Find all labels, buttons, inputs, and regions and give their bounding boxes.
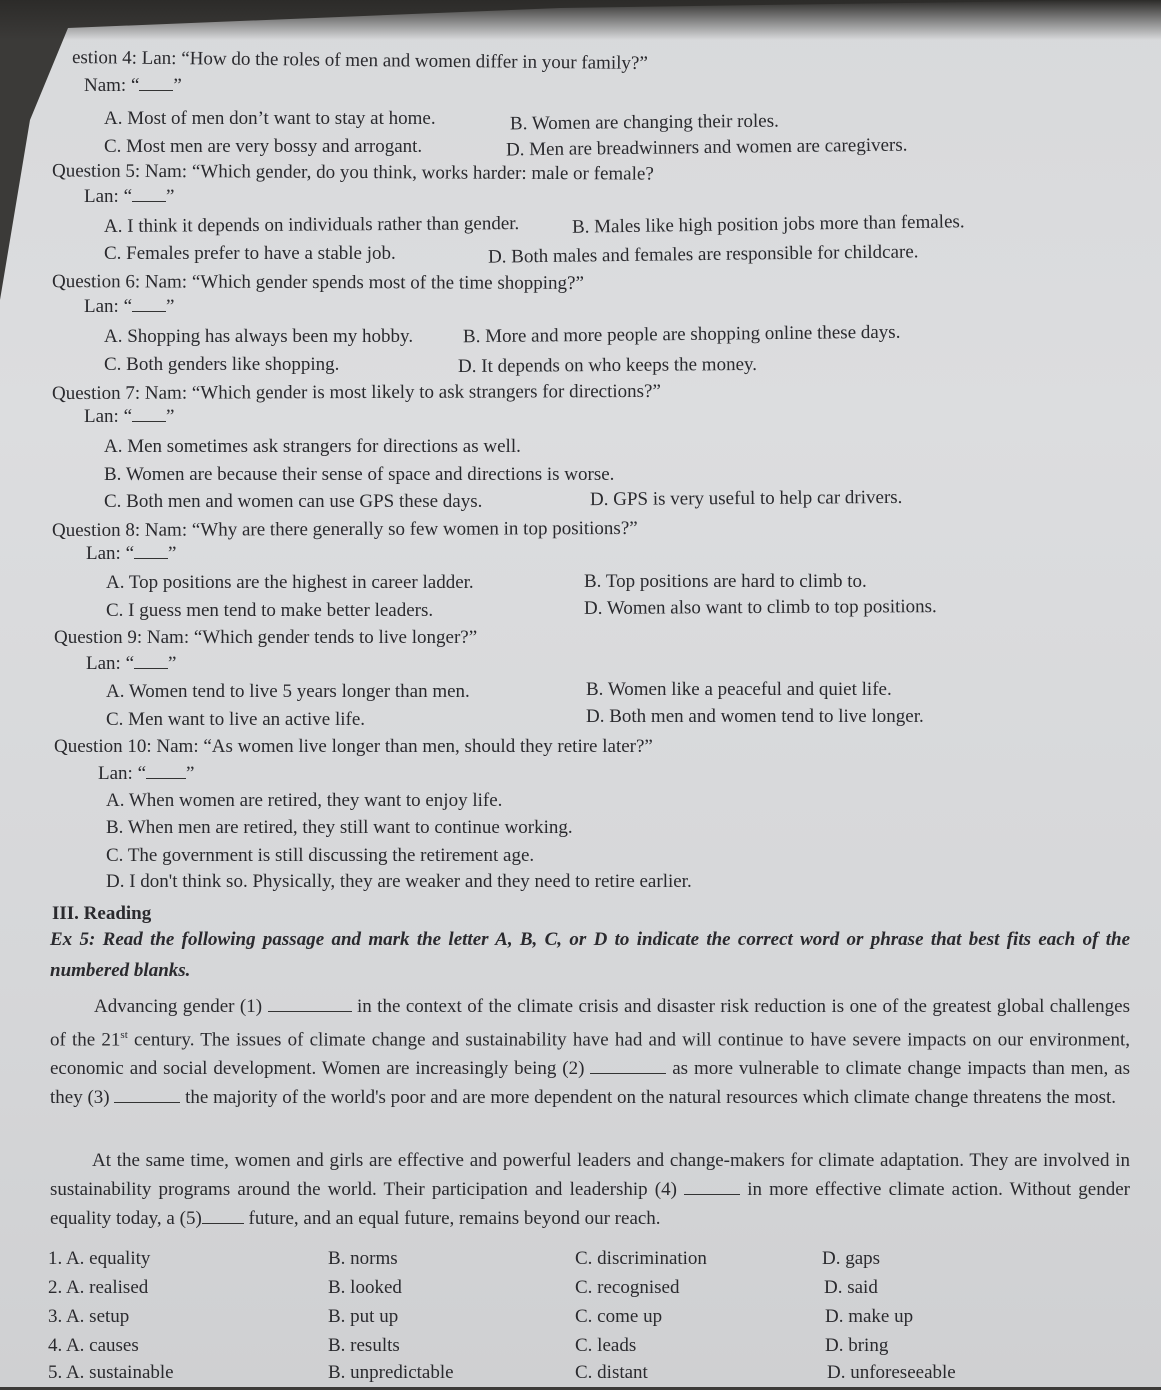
question-5-stem: Question 5: Nam: “Which gender, do you think, works harder: male or female?: [51, 160, 654, 185]
answer-blank: [132, 421, 166, 422]
answer-blank: [134, 668, 168, 669]
answer-blank: [134, 558, 168, 559]
option-b: B. Women are changing their roles.: [509, 110, 779, 135]
reply-suffix: ”: [166, 186, 175, 207]
question-9-stem: Question 9: Nam: “Which gender tends to live longer?”: [54, 627, 478, 648]
answer-option: D. said: [824, 1277, 878, 1298]
answer-option: 1. A. equality: [48, 1248, 151, 1269]
answer-option: 3. A. setup: [48, 1306, 130, 1327]
passage-text: future, and an equal future, remains beyond our reach.: [243, 1208, 661, 1229]
question-7-stem: Question 7: Nam: “Which gender is most likely to ask strangers for directions?”: [51, 380, 661, 405]
question-8-reply: [86, 543, 176, 566]
option-d: D. Men are breadwinners and women are caregivers.: [505, 134, 908, 161]
passage-text: Advancing gender (1): [94, 996, 268, 1017]
option-a: A. When women are retired, they want to enjoy life.: [106, 790, 503, 811]
answer-option: B. norms: [328, 1248, 398, 1269]
answer-option: D. bring: [825, 1335, 889, 1356]
option-a: A. Most of men don’t want to stay at home.: [104, 108, 436, 129]
option-b: B. When men are retired, they still want to continue working.: [106, 817, 573, 838]
option-b: B. More and more people are shopping online these days.: [462, 321, 901, 348]
question-9-reply: [86, 653, 176, 676]
answer-option: B. unpredictable: [328, 1362, 454, 1383]
answer-option: 4. A. causes: [48, 1335, 139, 1356]
option-d: D. It depends on who keeps the money.: [457, 353, 758, 378]
section-title: III. Reading: [52, 903, 152, 924]
question-10-stem: Question 10: Nam: “As women live longer than men, should they retire later?”: [54, 736, 653, 757]
answer-blank: [146, 778, 186, 779]
reply-suffix: ”: [186, 763, 195, 784]
reply-prefix: Lan: “: [84, 186, 133, 207]
option-c: C. The government is still discussing the retirement age.: [106, 845, 535, 866]
option-d: D. Women also want to climb to top positions.: [583, 596, 937, 619]
option-c: C. Men want to live an active life.: [106, 709, 366, 730]
reply-suffix: ”: [168, 653, 177, 674]
passage-paragraph-2: [50, 1146, 1130, 1233]
option-d: D. GPS is very useful to help car drivers.: [589, 486, 903, 511]
blank-1: [268, 1011, 352, 1012]
reply-prefix: Nam: “: [84, 75, 140, 96]
answer-row-4: [48, 1335, 1128, 1363]
answer-option: C. recognised: [575, 1277, 680, 1298]
answer-option: C. leads: [575, 1335, 637, 1356]
option-b: B. Women like a peaceful and quiet life.: [586, 679, 892, 700]
question-5-reply: [84, 186, 174, 209]
blank-2: [590, 1073, 666, 1074]
ordinal-suffix: st: [120, 1029, 128, 1041]
reply-prefix: Lan: “: [84, 406, 133, 427]
answer-row-1: [48, 1248, 1128, 1276]
answer-option: 5. A. sustainable: [48, 1362, 174, 1383]
passage-text: as more vulnerable to climate change impacts than men, as they (3): [50, 1058, 1130, 1109]
answer-blank: [132, 201, 166, 202]
question-7-reply: [84, 406, 174, 429]
answer-row-2: [48, 1277, 1128, 1305]
option-b: B. Top positions are hard to climb to.: [584, 571, 867, 592]
reply-suffix: ”: [168, 543, 177, 564]
option-c: C. Both men and women can use GPS these days.: [104, 491, 483, 512]
option-c: C. Females prefer to have a stable job.: [104, 243, 396, 264]
answer-option: B. results: [328, 1335, 400, 1356]
reply-prefix: Lan: “: [86, 543, 135, 564]
answer-option: D. gaps: [822, 1248, 881, 1269]
question-10-reply: [98, 763, 194, 786]
option-c: C. Both genders like shopping.: [104, 354, 340, 375]
answer-option: D. unforeseeable: [827, 1362, 956, 1383]
blank-3: [114, 1102, 180, 1103]
option-d: D. Both males and females are responsible for childcare.: [487, 241, 919, 268]
answer-option: C. discrimination: [575, 1248, 707, 1269]
passage-text: in the context of the climate crisis and disaster risk reduction is one of the greatest global challenges of the 21: [50, 996, 1130, 1051]
option-c: C. I guess men tend to make better leaders.: [106, 600, 434, 621]
reply-prefix: Lan: “: [86, 653, 135, 674]
answer-option: B. looked: [328, 1277, 402, 1298]
answer-option: B. put up: [328, 1306, 399, 1327]
option-b: B. Males like high position jobs more than females.: [571, 211, 965, 238]
answer-option: D. make up: [825, 1306, 914, 1327]
blank-4: [684, 1194, 740, 1195]
passage-text: At the same time, women and girls are effective and powerful leaders and change-makers for climate adaptation. They are involved in sustainability programs around the world. Their participation and leadership (4): [50, 1150, 1130, 1200]
answer-option: C. come up: [575, 1306, 663, 1327]
reply-prefix: Lan: “: [98, 763, 147, 784]
question-4-reply: [84, 75, 182, 98]
passage-text: century. The issues of climate change and sustainability have had and will continue to have severe impacts on our environment, economic and social development. Women are increasingly being (2): [50, 1029, 1130, 1080]
answer-row-5: [48, 1362, 1128, 1390]
option-d: D. Both men and women tend to live longer.: [586, 706, 924, 727]
reply-suffix: ”: [166, 296, 175, 317]
option-a: A. Women tend to live 5 years longer than men.: [106, 681, 470, 702]
passage-paragraph-1: [50, 992, 1130, 1112]
exercise-instruction: Ex 5: Read the following passage and mark the letter A, B, C, or D to indicate the correct word or phrase that best fits each of the numbered blanks.: [50, 929, 1130, 981]
option-d: D. I don't think so. Physically, they are weaker and they need to retire earlier.: [106, 871, 692, 892]
answer-blank: [139, 90, 173, 91]
reply-prefix: Lan: “: [84, 296, 133, 317]
option-a: A. Shopping has always been my hobby.: [104, 326, 414, 347]
option-a: A. Men sometimes ask strangers for directions as well.: [104, 436, 521, 457]
option-a: A. Top positions are the highest in career ladder.: [106, 572, 474, 593]
reply-suffix: ”: [173, 75, 182, 96]
question-6-reply: [84, 296, 174, 319]
option-a: A. I think it depends on individuals rather than gender.: [103, 213, 520, 237]
passage-text: the majority of the world's poor and are more dependent on the natural resources which climate change threatens the most.: [180, 1087, 1117, 1109]
question-6-stem: Question 6: Nam: “Which gender spends most of the time shopping?”: [51, 271, 584, 294]
option-b: B. Women are because their sense of space and directions is worse.: [104, 464, 615, 485]
answer-blank: [132, 311, 166, 312]
blank-5: [202, 1223, 244, 1224]
question-4-stem: estion 4: Lan: “How do the roles of men and women differ in your family?”: [71, 46, 648, 75]
question-8-stem: Question 8: Nam: “Why are there generally so few women in top positions?”: [51, 517, 638, 542]
passage-text: in more effective climate action. Without gender equality today, a (5): [50, 1179, 1131, 1229]
option-c: C. Most men are very bossy and arrogant.: [104, 136, 423, 157]
answer-row-3: [48, 1306, 1128, 1334]
answer-option: C. distant: [575, 1362, 648, 1383]
answer-option: 2. A. realised: [48, 1277, 149, 1298]
reply-suffix: ”: [166, 406, 175, 427]
